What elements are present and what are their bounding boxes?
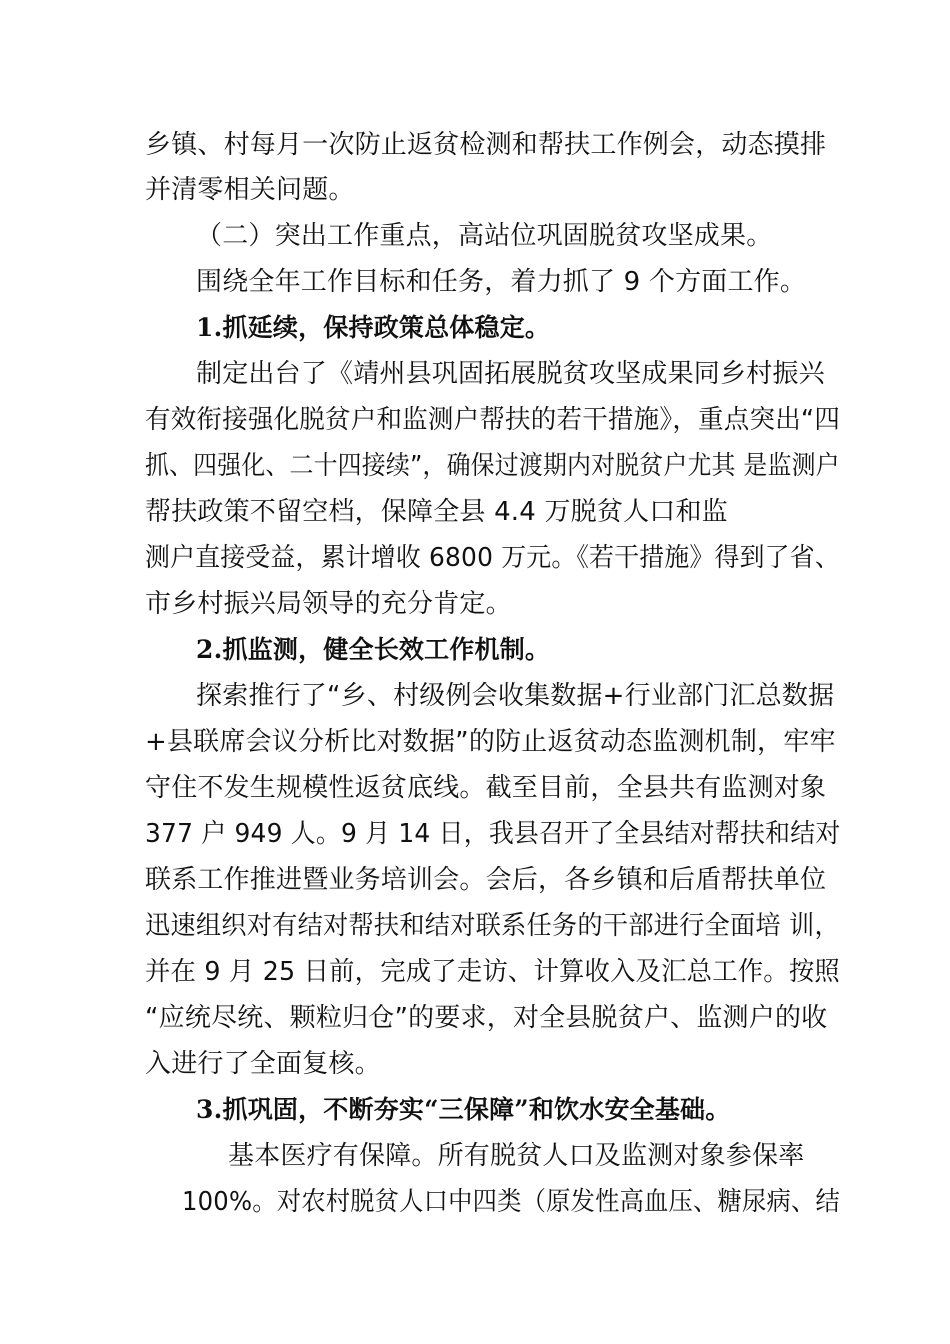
paragraph-line: 并在 9 月 25 日前，完成了走访、计算收入及汇总工作。按照 [145,957,840,987]
paragraph-line: 100%。对农村脱贫人口中四类（原发性高血压、糖尿病、结 [182,1187,840,1217]
paragraph-line: 帮扶政策不留空档，保障全县 4.4 万脱贫人口和监 [145,497,728,527]
paragraph-line: 乡镇、村每月一次防止返贫检测和帮扶工作例会，动态摸排 [145,130,827,160]
paragraph-line: 有效衔接强化脱贫户和监测户帮扶的若干措施》，重点突出“四 [145,405,841,435]
paragraph-line: 探索推行了“乡、村级例会收集数据+行业部门汇总数据 [196,681,835,711]
paragraph-line: 围绕全年工作目标和任务，着力抓了 9 个方面工作。 [196,267,807,297]
subsection-heading: 1.抓延续，保持政策总体稳定。 [196,313,551,342]
subsection-heading: 2.抓监测，健全长效工作机制。 [196,635,551,664]
paragraph-line: 联系工作推进暨业务培训会。会后，各乡镇和后盾帮扶单位 [145,865,827,895]
paragraph-line: 迅速组织对有结对帮扶和结对联系任务的干部进行全面培 训， [145,911,840,941]
paragraph-line: 基本医疗有保障。所有脱贫人口及监测对象参保率 [228,1141,805,1171]
paragraph-line: 并清零相关问题。 [145,175,355,205]
paragraph-line: 377 户 949 人。9 月 14 日，我县召开了全县结对帮扶和结对 [145,819,841,849]
paragraph-line: 测户直接受益，累计增收 6800 万元。《若干措施》得到了省、 [145,543,840,573]
paragraph-line: 抓、四强化、二十四接续”，确保过渡期内对脱贫户尤其 是监测户 [145,451,840,481]
paragraph-line: 市乡村振兴局领导的充分肯定。 [145,589,512,619]
subsection-heading: 3.抓巩固，不断夯实“三保障”和饮水安全基础。 [196,1095,731,1124]
paragraph-line: +县联席会议分析比对数据”的防止返贫动态监测机制，牢牢 [145,727,836,757]
paragraph-line: 入进行了全面复核。 [145,1049,381,1079]
section-heading: （二）突出工作重点，高站位巩固脱贫攻坚成果。 [196,221,773,251]
paragraph-line: 守住不发生规模性返贫底线。截至目前，全县共有监测对象 [145,773,827,803]
paragraph-line: 制定出台了《靖州县巩固拓展脱贫攻坚成果同乡村振兴 [196,359,825,389]
paragraph-line: “应统尽统、颗粒归仓”的要求，对全县脱贫户、监测户的收 [145,1003,828,1033]
